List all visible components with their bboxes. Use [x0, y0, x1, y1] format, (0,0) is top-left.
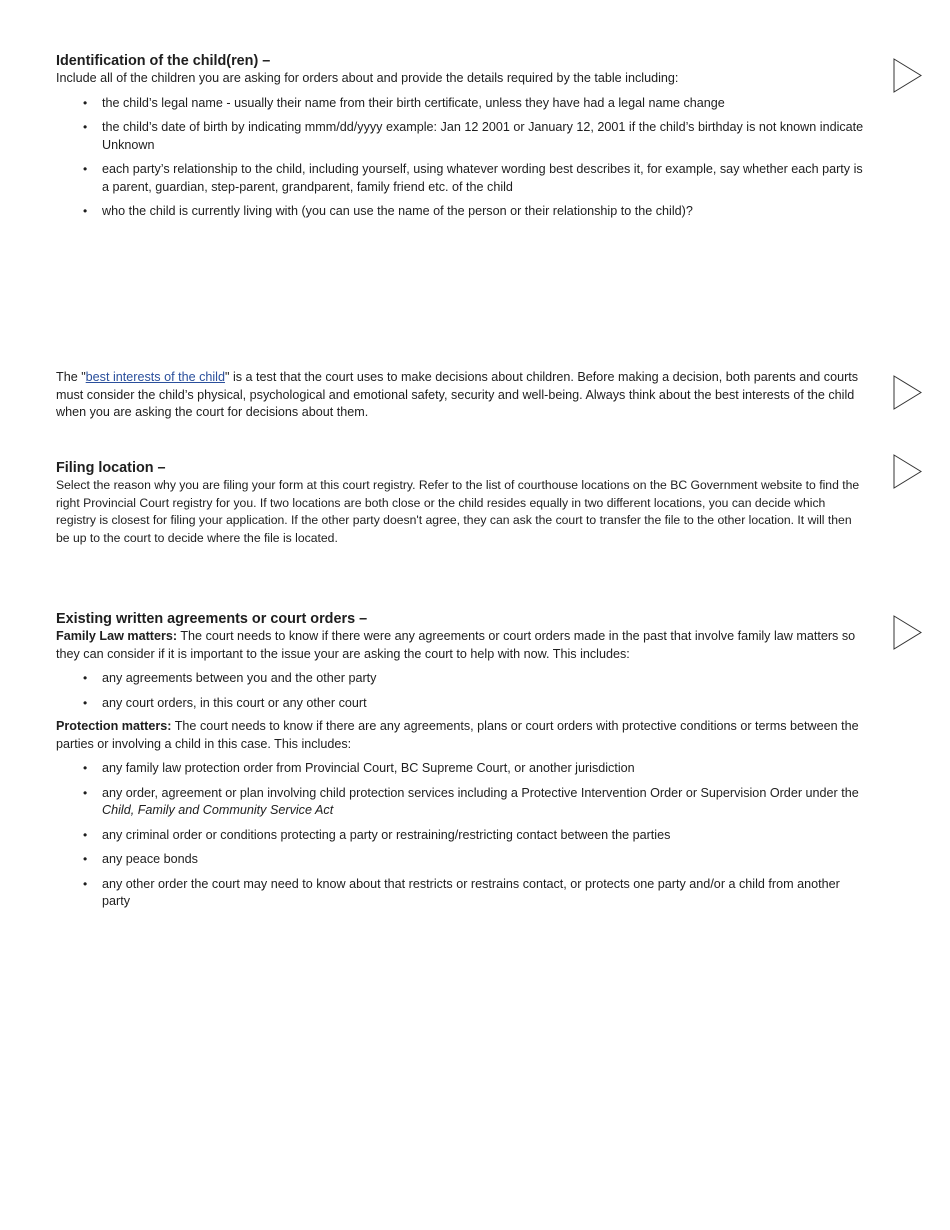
filing-location-text: Select the reason why you are filing your form at this court registry. Refer to the list of courthouse locations on the BC Government website to find the right Provincial Court registry for you. If two locations are both close or the child resides equally in two different locations, you can decide which registry is closest for filing your application. If the other party doesn't agree, they can ask the court to transfer the file to the other location. It will then be up to the court to decide where the file is located. — [56, 478, 860, 545]
family-law-label: Family Law matters: — [56, 629, 178, 643]
family-law-list — [56, 670, 866, 712]
existing-agreements-section — [56, 610, 866, 911]
list-item — [56, 785, 866, 820]
protection-paragraph — [56, 718, 866, 753]
best-interests-prefix: The " — [56, 370, 86, 384]
identification-list — [56, 95, 866, 221]
best-interests-link[interactable]: best interests of the child — [85, 370, 225, 384]
existing-agreements-heading: Existing written agreements or court orders – — [56, 611, 368, 627]
list-item: • any court orders, in this court or any other court — [56, 695, 866, 713]
family-law-text: The court needs to know if there were any agreements or court orders made in the past that involve family law matters so they can consider if it is important to the issue your are asking the court to help with now. This includes: — [56, 629, 856, 661]
expand-arrow-icon[interactable] — [893, 454, 923, 489]
best-interests-section — [56, 369, 866, 422]
family-law-paragraph — [56, 628, 866, 663]
list-item: • each party’s relationship to the child, including yourself, using whatever wording best describes it, for example, say whether each party is a parent, guardian, step-parent, grandparent, family friend etc. of the child — [56, 161, 866, 196]
act-name: Child, Family and Community Service Act — [102, 803, 334, 817]
expand-arrow-icon[interactable] — [893, 375, 923, 410]
list-item: • the child’s legal name - usually their name from their birth certificate, unless they have had a legal name change — [56, 95, 866, 113]
protection-label: Protection matters: — [56, 719, 172, 733]
list-item: • who the child is currently living with (you can use the name of the person or their relationship to the child)? — [56, 203, 866, 221]
protection-text: The court needs to know if there are any agreements, plans or court orders with protective conditions or terms between the parties or involving a child in this case. This includes: — [56, 719, 859, 751]
filing-location-section — [56, 459, 866, 547]
list-item-text: any order, agreement or plan involving child protection services including a Protective Intervention Order or Supervision Order under the — [102, 785, 859, 800]
identification-intro: Include all of the children you are asking for orders about and provide the details required by the table including: — [56, 71, 679, 85]
protection-list — [56, 760, 866, 911]
list-item: • any family law protection order from Provincial Court, BC Supreme Court, or another jurisdiction — [56, 760, 866, 778]
list-item: • any peace bonds — [56, 851, 866, 869]
expand-arrow-icon[interactable] — [893, 615, 923, 650]
best-interests-suffix: " is a test that the court uses to make decisions about children. Before making a decision, both parents and courts must consider the child’s physical, psychological and emotional safety, security and well-being. Always think about the best interests of the child when you are asking the court for decisions about them. — [56, 370, 859, 419]
list-item: • the child’s date of birth by indicating mmm/dd/yyyy example: Jan 12 2001 or January 12, 2001 if the child’s birthday is not known indicate Unknown — [56, 119, 866, 154]
filing-location-heading: Filing location – — [56, 460, 166, 476]
identification-heading: Identification of the child(ren) – — [56, 53, 271, 69]
identification-section — [56, 52, 866, 221]
expand-arrow-icon[interactable] — [893, 58, 923, 93]
list-item: • any agreements between you and the other party — [56, 670, 866, 688]
best-interests-text — [56, 369, 866, 422]
list-item: • any other order the court may need to know about that restricts or restrains contact, or protects one party and/or a child from another party — [56, 876, 866, 911]
list-item: • any criminal order or conditions protecting a party or restraining/restricting contact between the parties — [56, 827, 866, 845]
